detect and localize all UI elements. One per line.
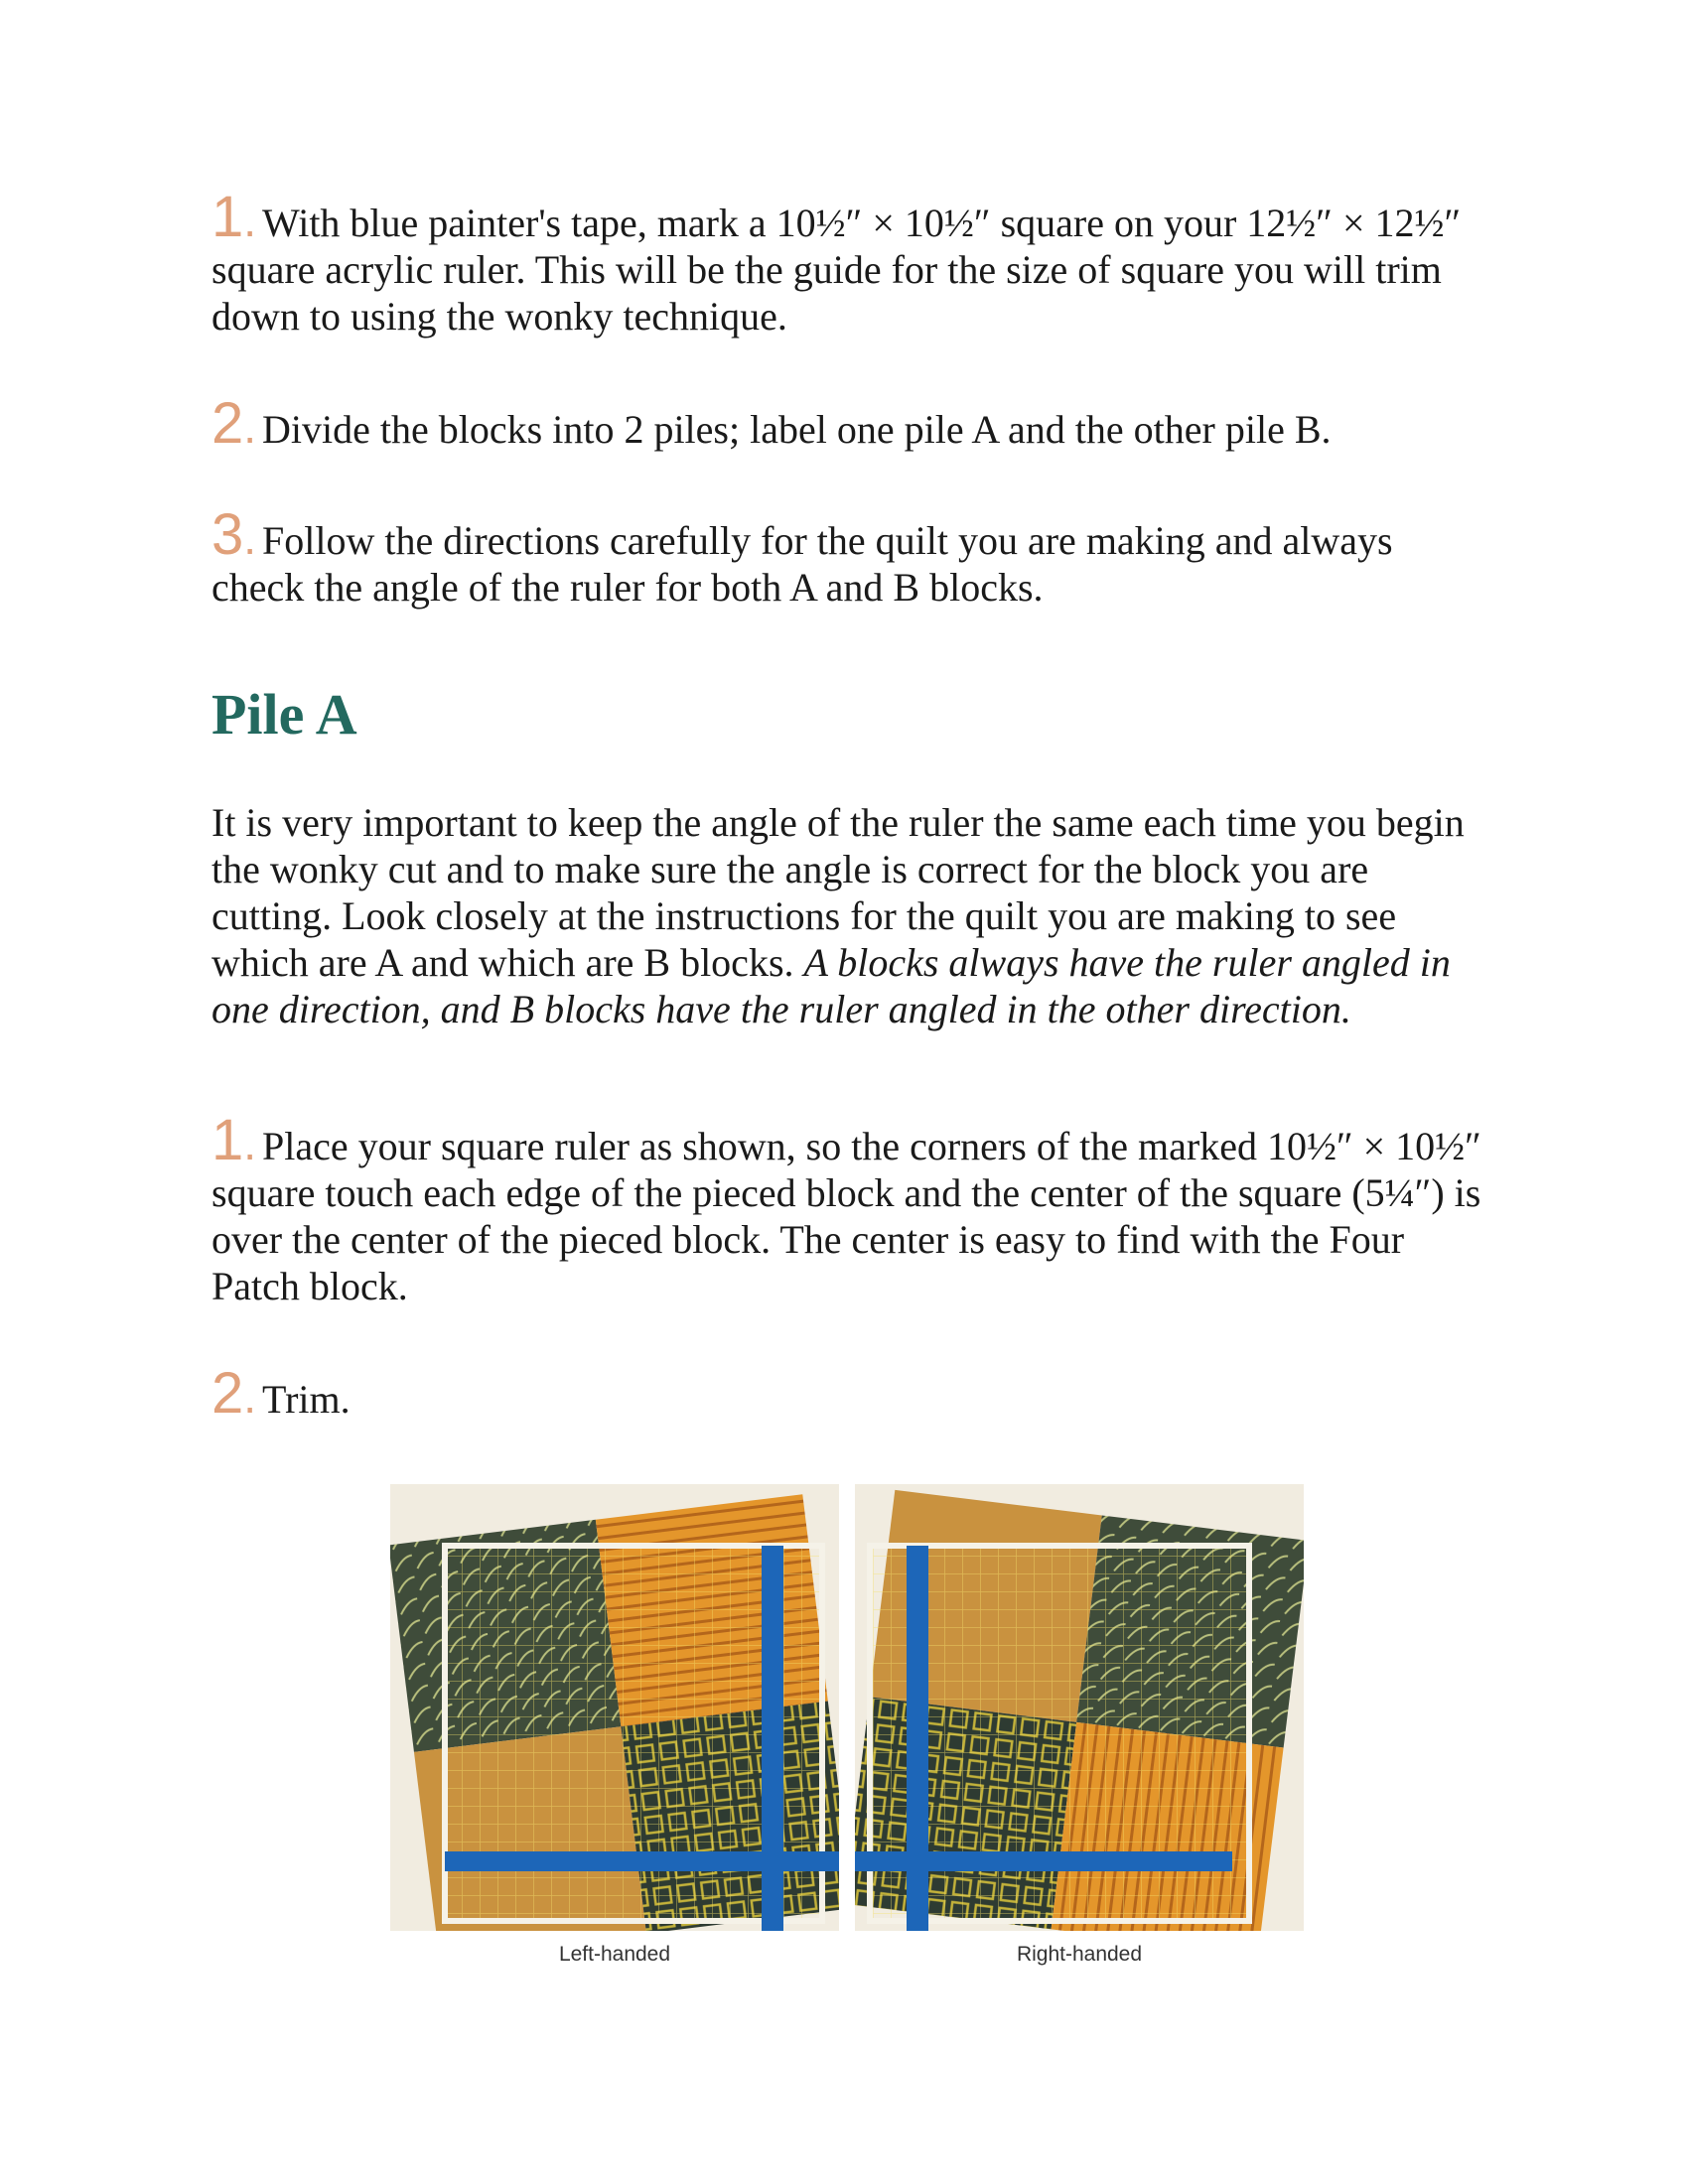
step-number: 3.	[211, 502, 257, 567]
figure-caption: Left-handed	[558, 1943, 671, 1966]
step-text: Divide the blocks into 2 piles; label one pile A and the other pile B.	[262, 407, 1332, 452]
right-handed-photo	[855, 1484, 1304, 1931]
paragraph-italic-text: A blocks always have the ruler angled in one direction, and B blocks have the ruler angled in the other direction.	[211, 940, 1451, 1031]
section-paragraph	[211, 799, 1492, 1032]
section-heading: Pile A	[211, 682, 357, 747]
figure-caption: Right-handed	[1016, 1943, 1143, 1966]
step-text: Follow the directions carefully for the quilt you are making and always check the angle of the ruler for both A and B blocks.	[211, 518, 1393, 610]
intro-step-3	[211, 502, 1492, 611]
step-number: 1.	[211, 1108, 257, 1172]
figures	[390, 1484, 1304, 1990]
figure-left-handed	[390, 1484, 839, 1967]
step-text: With blue painter's tape, mark a 10½″ × 10½″ square on your 12½″ × 12½″ square acrylic ruler. This will be the guide for the size of square you will trim down to using the wonky technique.	[211, 201, 1462, 339]
left-handed-photo	[390, 1484, 839, 1931]
paragraph-text: It is very important to keep the angle of the ruler the same each time you begin the wonky cut and to make sure the angle is correct for the block you are cutting. Look closely at the instructions for the quilt you are making to see which are A and which are B blocks.	[211, 800, 1465, 985]
figure-right-handed	[855, 1484, 1304, 1967]
intro-step-2	[211, 391, 1492, 456]
step-text: Place your square ruler as shown, so the corners of the marked 10½″ × 10½″ square touch each edge of the pieced block and the center of the square (5¼″) is over the center of the pieced block. The center is easy to find with the Four Patch block.	[211, 1124, 1481, 1308]
intro-step-1	[211, 185, 1492, 340]
step-number: 2.	[211, 1361, 257, 1426]
step-text: Trim.	[262, 1377, 351, 1422]
pile-step-1	[211, 1108, 1492, 1309]
pile-step-2	[211, 1361, 1492, 1426]
step-number: 1.	[211, 185, 257, 249]
step-number: 2.	[211, 391, 257, 456]
